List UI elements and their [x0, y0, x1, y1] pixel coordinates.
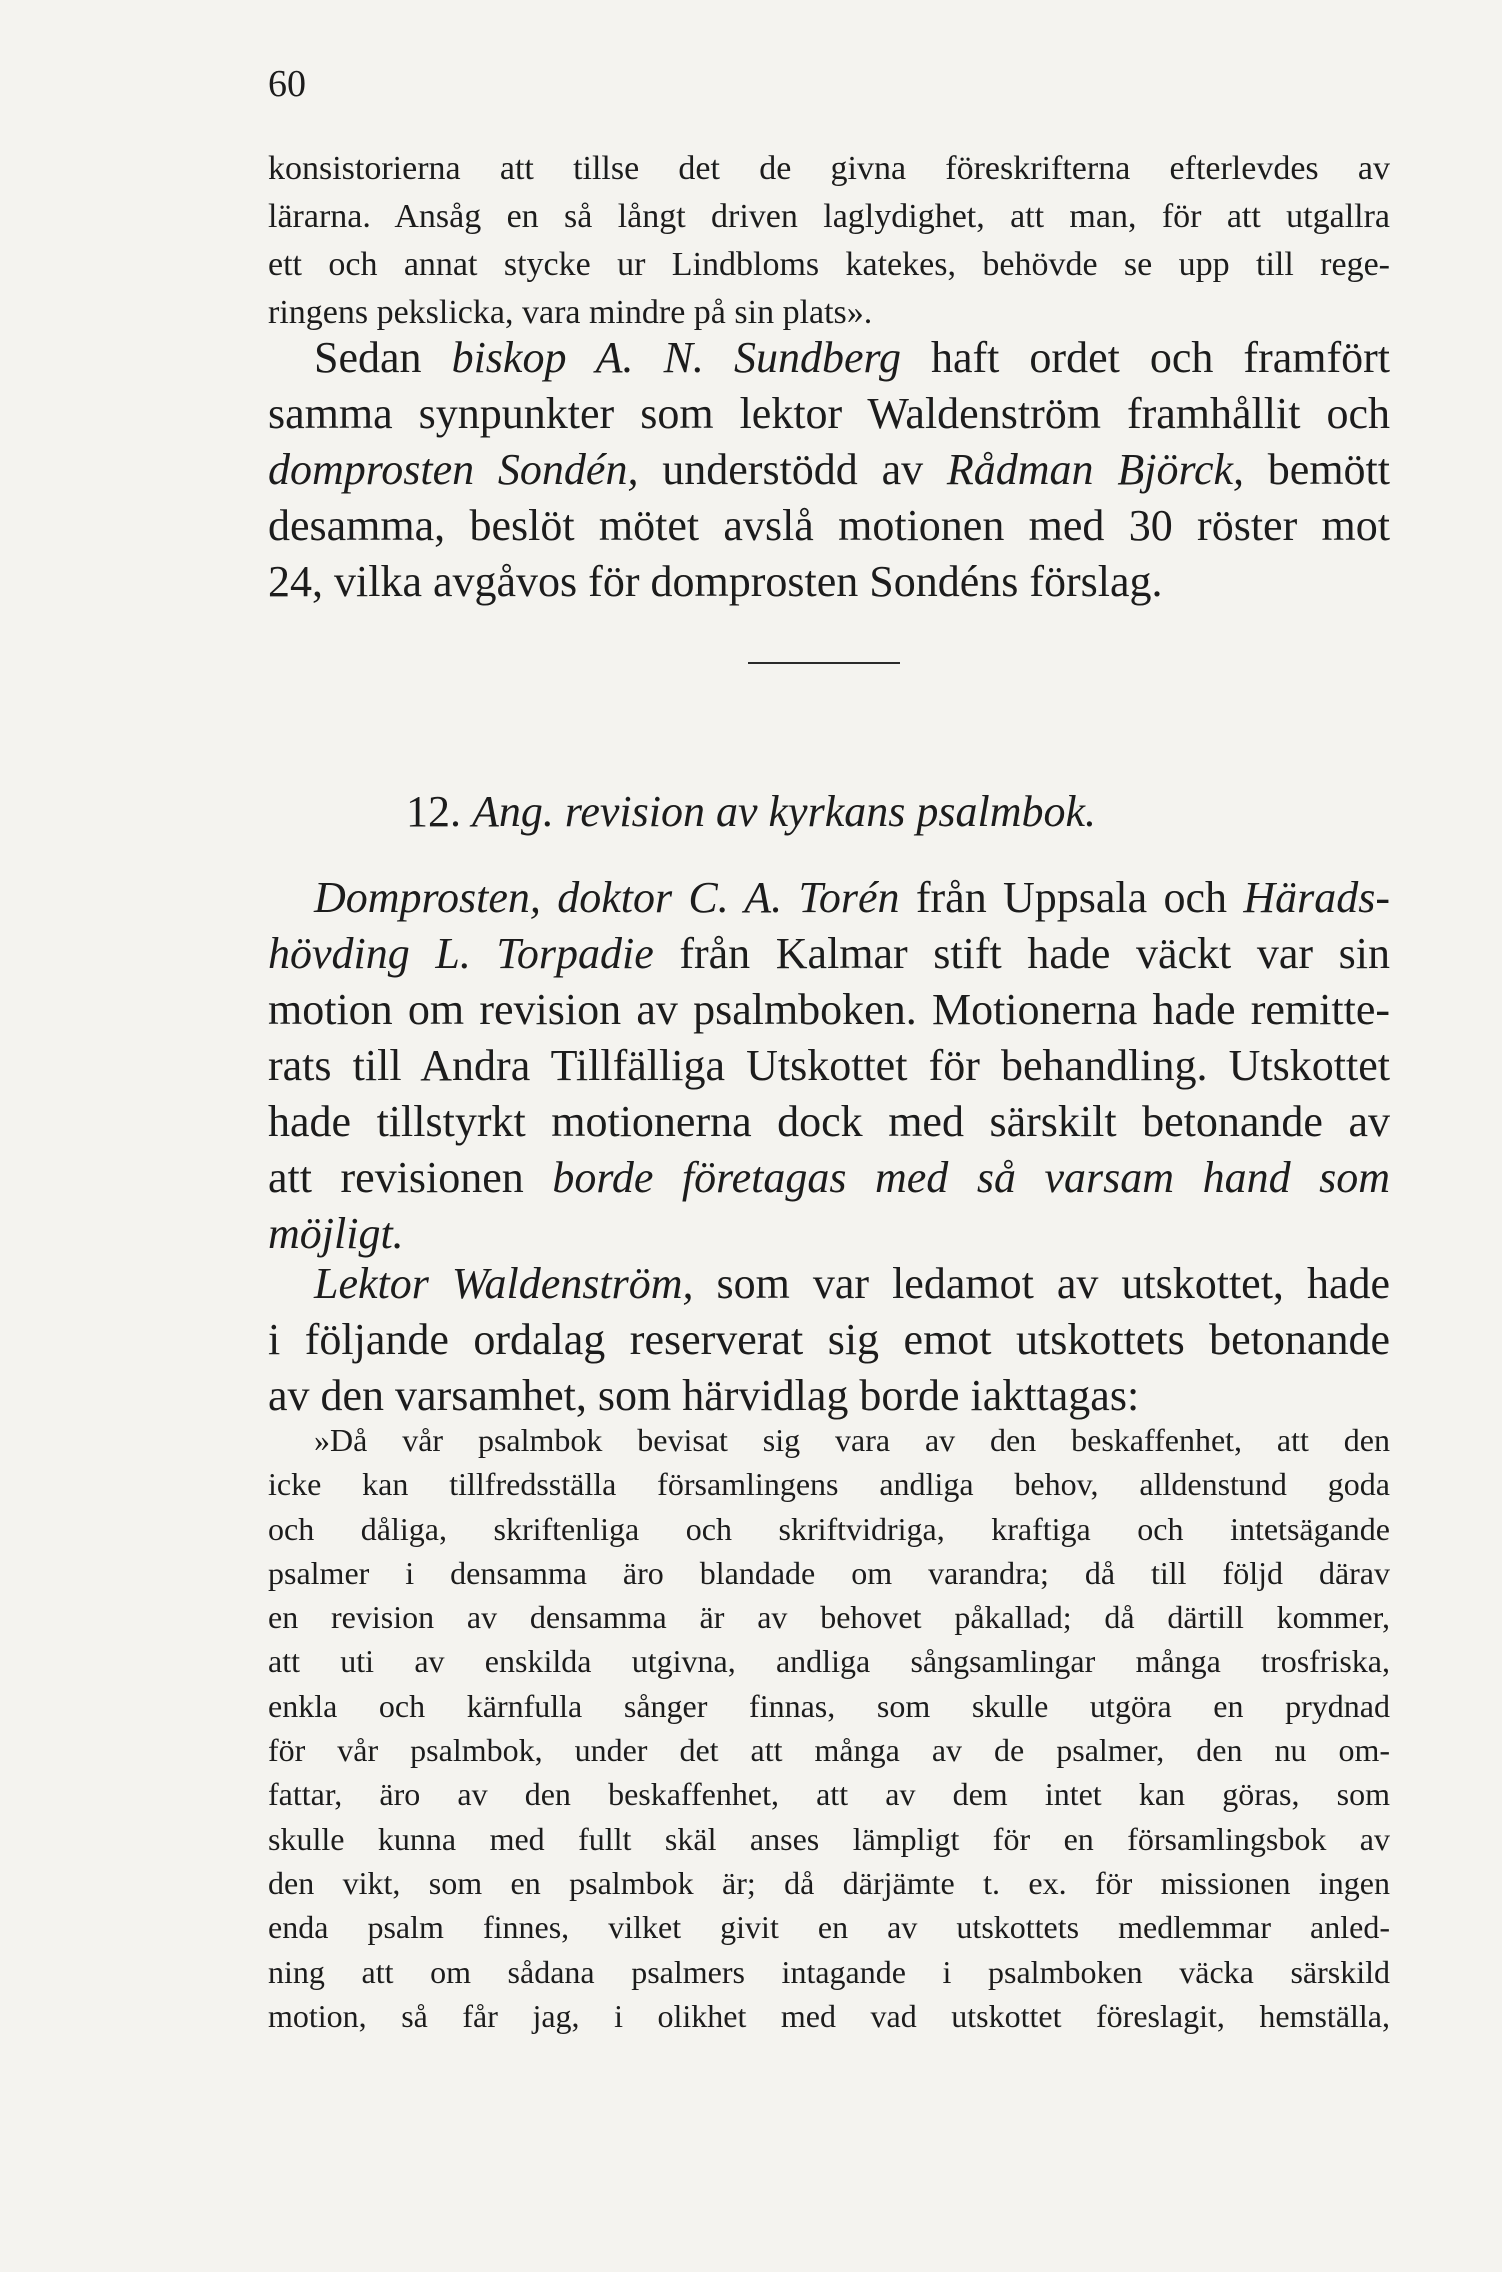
text-line: den vikt, som en psalmbok är; då därjämte t. ex. för missionen ingen [268, 1864, 1390, 1901]
text-line: enda psalm finnes, vilket givit en av utskottets medlemmar anled- [268, 1909, 1390, 1946]
text-line: 24, vilka avgåvos för domprosten Sondéns förslag. [268, 557, 1163, 606]
text-line: domprosten Sondén, understödd av Rådman Björck, bemött [268, 445, 1391, 494]
page-number: 60 [268, 63, 306, 105]
text-line: av den varsamhet, som härvidlag borde iakttagas: [268, 1371, 1140, 1420]
text-line: att revisionen borde företagas med så varsam hand som [268, 1153, 1390, 1202]
text-line: att uti av enskilda utgivna, andliga sångsamlingar många trosfriska, [268, 1643, 1390, 1680]
paragraph-3 [268, 870, 1390, 1262]
section-heading: 12. Ang. revision av kyrkans psalmbok. [405, 787, 1096, 836]
section-divider [748, 662, 900, 664]
text-line: och dåliga, skriftenliga och skriftvidriga, kraftiga och intetsägande [268, 1510, 1390, 1547]
text-line: i följande ordalag reserverat sig emot utskottets betonande [268, 1315, 1390, 1364]
text-line: enkla och kärnfulla sånger finnas, som skulle utgöra en prydnad [268, 1687, 1390, 1724]
text-line: desamma, beslöt mötet avslå motionen med 30 röster mot [268, 501, 1390, 550]
text-line: ringens pekslicka, vara mindre på sin plats». [268, 294, 873, 331]
text-line: skulle kunna med fullt skäl anses lämpligt för en församlingsbok av [268, 1820, 1390, 1857]
text-line: fattar, äro av den beskaffenhet, att av dem intet kan göras, som [268, 1776, 1390, 1813]
text-line: hövding L. Torpadie från Kalmar stift hade väckt var sin [268, 929, 1390, 978]
text-line: möjligt. [268, 1209, 404, 1258]
text-line: »Då vår psalmbok bevisat sig vara av den beskaffenhet, att den [314, 1422, 1390, 1458]
text-line: ett och annat stycke ur Lindbloms katekes, behövde se upp till rege- [268, 246, 1390, 283]
text-line: konsistorierna att tillse det de givna föreskrifterna efterlevdes av [268, 150, 1390, 187]
text-line: icke kan tillfredsställa församlingens andliga behov, alldenstund goda [268, 1466, 1390, 1503]
paragraph-1 [268, 145, 1390, 337]
text-line: en revision av densamma är av behovet påkallad; då därtill kommer, [268, 1599, 1390, 1636]
text-line: samma synpunkter som lektor Waldenström framhållit och [268, 389, 1390, 438]
text-line: för vår psalmbok, under det att många av de psalmer, den nu om- [268, 1732, 1390, 1769]
text-line: lärarna. Ansåg en så långt driven laglydighet, att man, för att utgallra [268, 198, 1390, 235]
text-line: psalmer i densamma äro blandade om varandra; då till följd därav [268, 1554, 1390, 1591]
text-line: motion, så får jag, i olikhet med vad utskottet föreslagit, hemställa, [268, 1997, 1390, 2034]
quotation [268, 1418, 1390, 2038]
text-line: Sedan biskop A. N. Sundberg haft ordet och framfört [314, 333, 1390, 382]
paragraph-4 [268, 1256, 1390, 1424]
text-line: ning att om sådana psalmers intagande i psalmboken väcka särskild [268, 1953, 1390, 1990]
paragraph-2 [268, 330, 1390, 610]
text-line: hade tillstyrkt motionerna dock med särskilt betonande av [268, 1097, 1390, 1146]
text-line: motion om revision av psalmboken. Motionerna hade remitte- [268, 985, 1390, 1034]
text-line: Lektor Waldenström, som var ledamot av utskottet, hade [314, 1259, 1390, 1308]
text-line: rats till Andra Tillfälliga Utskottet för behandling. Utskottet [268, 1041, 1390, 1090]
text-line: Domprosten, doktor C. A. Torén från Uppsala och Härads- [314, 873, 1391, 922]
